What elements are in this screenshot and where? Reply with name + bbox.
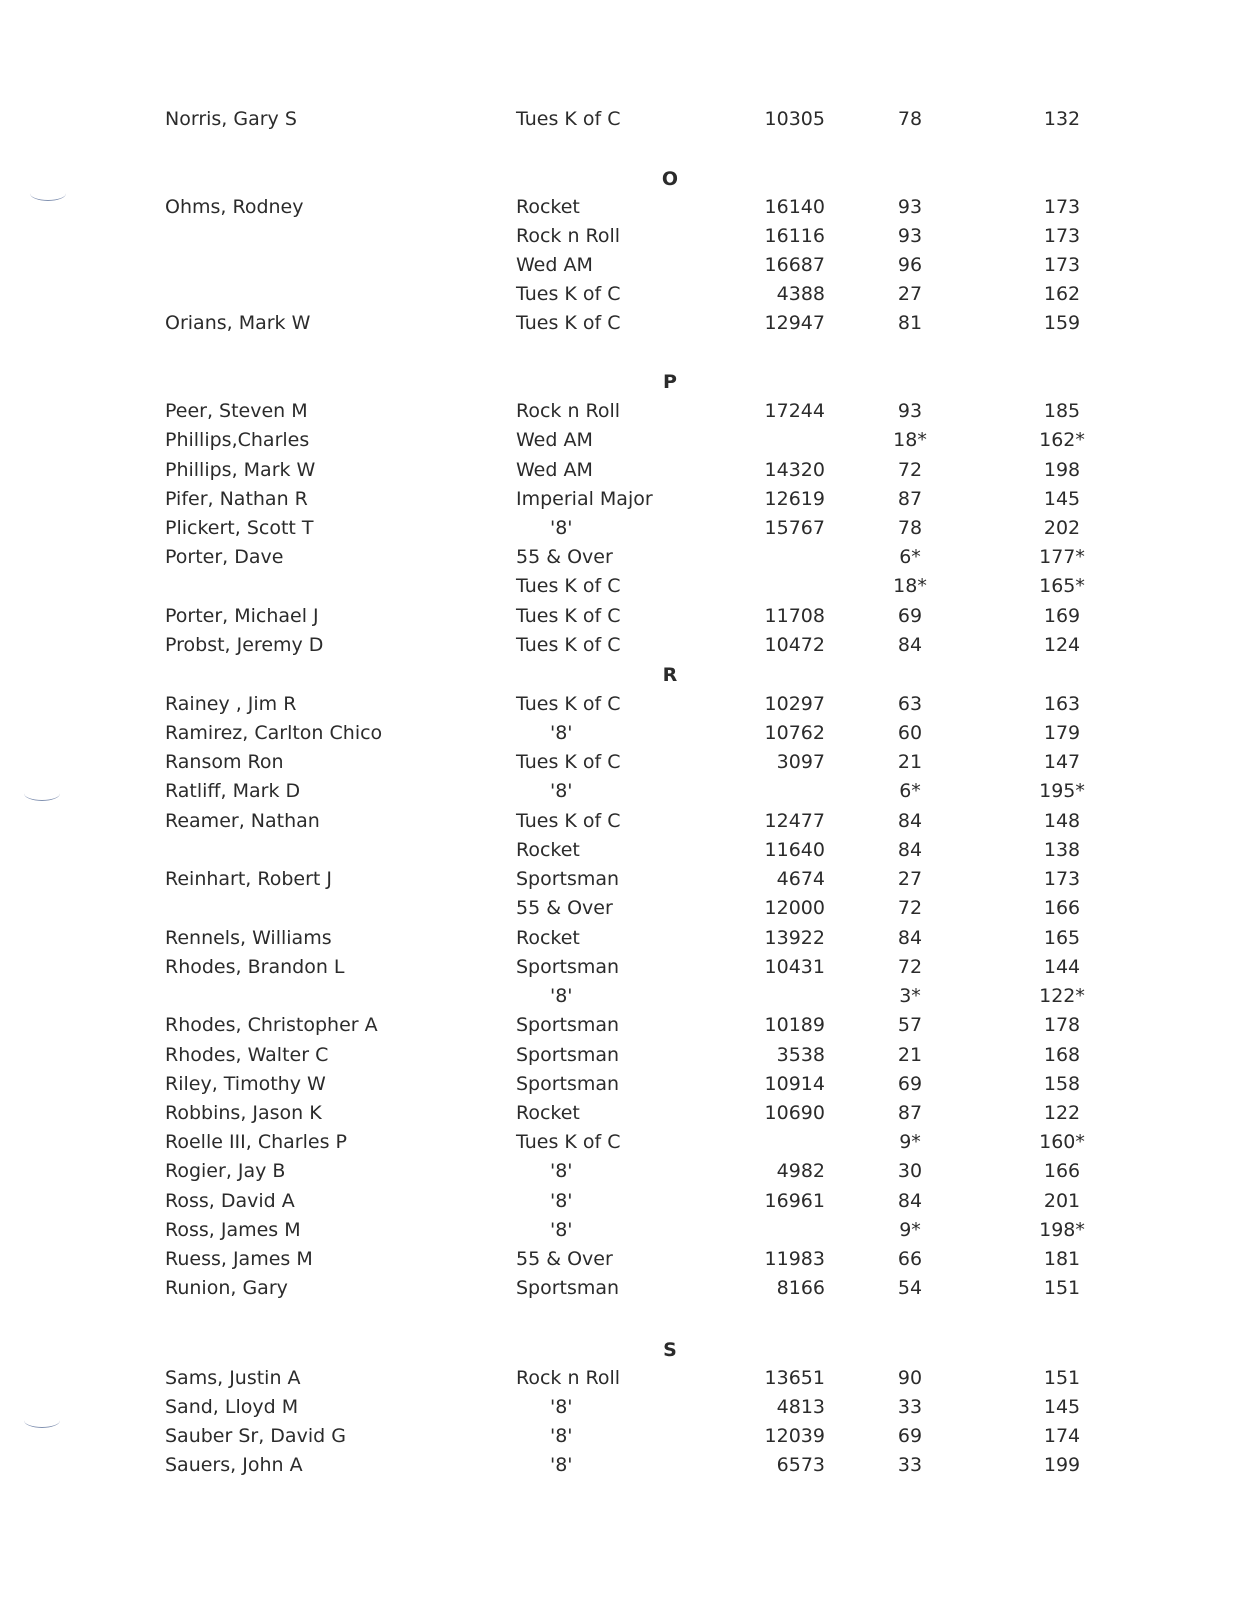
league-name: '8' — [550, 1190, 573, 1212]
bowler-row — [0, 571, 1245, 601]
games-count: 33 — [897, 1454, 923, 1476]
bowler-average: 179 — [1043, 722, 1081, 744]
total-pins: 10914 — [764, 1073, 825, 1095]
bowler-average: 195* — [1039, 780, 1085, 802]
bowler-average: 177* — [1039, 546, 1085, 568]
league-name: Sportsman — [516, 1277, 620, 1299]
punch-hole-mark — [30, 186, 66, 201]
league-name: Tues K of C — [516, 312, 621, 334]
bowler-name: Rennels, Williams — [165, 927, 332, 949]
games-count: 93 — [897, 196, 923, 218]
total-pins: 16687 — [764, 254, 825, 276]
bowler-row — [0, 776, 1245, 806]
bowler-row — [0, 835, 1245, 865]
total-pins: 4813 — [776, 1396, 825, 1418]
bowler-row — [0, 1392, 1245, 1422]
bowler-average: 122 — [1043, 1102, 1081, 1124]
bowler-name: Pifer, Nathan R — [165, 488, 308, 510]
total-pins: 3097 — [776, 751, 825, 773]
bowler-row — [0, 630, 1245, 660]
bowler-average: 145 — [1043, 488, 1081, 510]
bowler-average: 173 — [1043, 254, 1081, 276]
bowler-average: 173 — [1043, 225, 1081, 247]
bowler-name: Probst, Jeremy D — [165, 634, 324, 656]
league-name: Rocket — [516, 196, 580, 218]
games-count: 60 — [897, 722, 923, 744]
bowler-average: 166 — [1043, 897, 1081, 919]
total-pins: 15767 — [764, 517, 825, 539]
games-count: 84 — [897, 634, 923, 656]
games-count: 72 — [897, 956, 923, 978]
bowler-average: 173 — [1043, 196, 1081, 218]
bowler-name: Orians, Mark W — [165, 312, 311, 334]
league-name: Imperial Major — [516, 488, 653, 510]
games-count: 6* — [899, 546, 921, 568]
bowler-name: Sauber Sr, David G — [165, 1425, 346, 1447]
total-pins: 4674 — [776, 868, 825, 890]
punch-hole-mark — [24, 786, 60, 801]
bowler-row — [0, 455, 1245, 485]
games-count: 3* — [899, 985, 921, 1007]
bowler-average: 144 — [1043, 956, 1081, 978]
bowler-name: Porter, Michael J — [165, 605, 319, 627]
bowler-row — [0, 484, 1245, 514]
bowler-row — [0, 1215, 1245, 1245]
games-count: 21 — [897, 1044, 923, 1066]
total-pins: 8166 — [776, 1277, 825, 1299]
bowler-average: 162 — [1043, 283, 1081, 305]
bowler-name: Ramirez, Carlton Chico — [165, 722, 383, 744]
games-count: 69 — [897, 605, 923, 627]
bowler-name: Rhodes, Walter C — [165, 1044, 329, 1066]
league-name: '8' — [550, 1219, 573, 1241]
bowler-name: Rhodes, Brandon L — [165, 956, 345, 978]
bowler-row — [0, 396, 1245, 426]
bowler-row — [0, 747, 1245, 777]
bowler-name: Phillips,Charles — [165, 429, 310, 451]
games-count: 87 — [897, 488, 923, 510]
total-pins: 16116 — [764, 225, 825, 247]
total-pins: 12000 — [764, 897, 825, 919]
bowler-average: 147 — [1043, 751, 1081, 773]
bowler-average: 158 — [1043, 1073, 1081, 1095]
games-count: 84 — [897, 927, 923, 949]
bowler-average: 185 — [1043, 400, 1081, 422]
bowler-name: Norris, Gary S — [165, 108, 297, 130]
league-name: Tues K of C — [516, 575, 621, 597]
bowler-name: Ruess, James M — [165, 1248, 313, 1270]
bowler-average: 202 — [1043, 517, 1081, 539]
league-name: Wed AM — [516, 459, 593, 481]
league-name: Tues K of C — [516, 810, 621, 832]
games-count: 78 — [897, 517, 923, 539]
games-count: 9* — [899, 1131, 921, 1153]
bowler-average: 166 — [1043, 1160, 1081, 1182]
league-name: Rocket — [516, 927, 580, 949]
bowler-average: 165 — [1043, 927, 1081, 949]
bowler-row — [0, 601, 1245, 631]
bowler-name: Rainey , Jim R — [165, 693, 297, 715]
bowler-average: 199 — [1043, 1454, 1081, 1476]
total-pins: 11983 — [764, 1248, 825, 1270]
section-letter-header: R — [662, 664, 678, 686]
league-name: Sportsman — [516, 1073, 620, 1095]
bowler-name: Ransom Ron — [165, 751, 284, 773]
bowler-row — [0, 308, 1245, 338]
league-name: 55 & Over — [516, 546, 613, 568]
bowler-average: 169 — [1043, 605, 1081, 627]
bowler-name: Ratliff, Mark D — [165, 780, 301, 802]
games-count: 72 — [897, 459, 923, 481]
bowler-row — [0, 1186, 1245, 1216]
bowler-name: Sand, Lloyd M — [165, 1396, 299, 1418]
bowler-average: 151 — [1043, 1277, 1081, 1299]
league-name: Tues K of C — [516, 751, 621, 773]
games-count: 93 — [897, 225, 923, 247]
total-pins: 10431 — [764, 956, 825, 978]
games-count: 54 — [897, 1277, 923, 1299]
total-pins: 6573 — [776, 1454, 825, 1476]
bowler-row — [0, 104, 1245, 134]
bowler-name: Ohms, Rodney — [165, 196, 304, 218]
bowler-row — [0, 806, 1245, 836]
games-count: 69 — [897, 1425, 923, 1447]
bowler-name: Runion, Gary — [165, 1277, 288, 1299]
bowler-average: 122* — [1039, 985, 1085, 1007]
bowler-average: 165* — [1039, 575, 1085, 597]
total-pins: 4388 — [776, 283, 825, 305]
league-name: Tues K of C — [516, 634, 621, 656]
bowler-row — [0, 279, 1245, 309]
league-name: '8' — [550, 1454, 573, 1476]
league-name: Sportsman — [516, 1044, 620, 1066]
league-name: Tues K of C — [516, 1131, 621, 1153]
league-name: Rock n Roll — [516, 225, 621, 247]
total-pins: 14320 — [764, 459, 825, 481]
bowler-row — [0, 1273, 1245, 1303]
games-count: 57 — [897, 1014, 923, 1036]
bowler-row — [0, 1040, 1245, 1070]
league-name: 55 & Over — [516, 1248, 613, 1270]
bowler-name: Sams, Justin A — [165, 1367, 301, 1389]
total-pins: 17244 — [764, 400, 825, 422]
bowler-name: Phillips, Mark W — [165, 459, 316, 481]
bowler-row — [0, 1069, 1245, 1099]
games-count: 90 — [897, 1367, 923, 1389]
league-name: '8' — [550, 517, 573, 539]
league-name: Wed AM — [516, 254, 593, 276]
league-name: '8' — [550, 780, 573, 802]
league-name: Rocket — [516, 1102, 580, 1124]
bowler-name: Robbins, Jason K — [165, 1102, 322, 1124]
bowler-average: 124 — [1043, 634, 1081, 656]
bowler-average: 174 — [1043, 1425, 1081, 1447]
bowler-name: Roelle III, Charles P — [165, 1131, 347, 1153]
league-name: Sportsman — [516, 868, 620, 890]
bowler-row — [0, 1450, 1245, 1480]
games-count: 69 — [897, 1073, 923, 1095]
total-pins: 10305 — [764, 108, 825, 130]
games-count: 84 — [897, 839, 923, 861]
league-name: 55 & Over — [516, 897, 613, 919]
total-pins: 10189 — [764, 1014, 825, 1036]
total-pins: 11708 — [764, 605, 825, 627]
games-count: 18* — [893, 575, 927, 597]
bowler-row — [0, 864, 1245, 894]
section-letter-header: S — [663, 1339, 677, 1361]
bowler-average: 173 — [1043, 868, 1081, 890]
total-pins: 16961 — [764, 1190, 825, 1212]
total-pins: 10472 — [764, 634, 825, 656]
total-pins: 10690 — [764, 1102, 825, 1124]
bowler-row — [0, 718, 1245, 748]
league-name: Rock n Roll — [516, 1367, 621, 1389]
bowler-average: 201 — [1043, 1190, 1081, 1212]
bowler-row — [0, 1156, 1245, 1186]
games-count: 6* — [899, 780, 921, 802]
bowler-name: Ross, David A — [165, 1190, 295, 1212]
bowler-name: Sauers, John A — [165, 1454, 303, 1476]
bowler-name: Rhodes, Christopher A — [165, 1014, 378, 1036]
league-name: Rocket — [516, 839, 580, 861]
league-name: Tues K of C — [516, 605, 621, 627]
league-name: '8' — [550, 1425, 573, 1447]
bowler-row — [0, 250, 1245, 280]
bowler-row — [0, 952, 1245, 982]
games-count: 81 — [897, 312, 923, 334]
games-count: 87 — [897, 1102, 923, 1124]
bowler-average: 162* — [1039, 429, 1085, 451]
games-count: 84 — [897, 1190, 923, 1212]
bowler-name: Reinhart, Robert J — [165, 868, 333, 890]
bowler-average: 181 — [1043, 1248, 1081, 1270]
games-count: 30 — [897, 1160, 923, 1182]
bowler-average: 132 — [1043, 108, 1081, 130]
league-name: '8' — [550, 985, 573, 1007]
total-pins: 12477 — [764, 810, 825, 832]
bowler-name: Riley, Timothy W — [165, 1073, 326, 1095]
games-count: 93 — [897, 400, 923, 422]
bowler-name: Porter, Dave — [165, 546, 284, 568]
league-name: Sportsman — [516, 1014, 620, 1036]
league-name: Tues K of C — [516, 693, 621, 715]
bowler-average: 160* — [1039, 1131, 1085, 1153]
bowler-name: Reamer, Nathan — [165, 810, 320, 832]
games-count: 66 — [897, 1248, 923, 1270]
bowler-average: 178 — [1043, 1014, 1081, 1036]
bowler-name: Peer, Steven M — [165, 400, 308, 422]
bowler-average: 163 — [1043, 693, 1081, 715]
bowler-row — [0, 1127, 1245, 1157]
games-count: 63 — [897, 693, 923, 715]
total-pins: 13922 — [764, 927, 825, 949]
bowler-average: 198* — [1039, 1219, 1085, 1241]
league-name: Rock n Roll — [516, 400, 621, 422]
total-pins: 3538 — [776, 1044, 825, 1066]
games-count: 96 — [897, 254, 923, 276]
league-name: '8' — [550, 1160, 573, 1182]
section-letter-header: P — [663, 371, 677, 393]
games-count: 21 — [897, 751, 923, 773]
bowler-row — [0, 513, 1245, 543]
bowler-name: Ross, James M — [165, 1219, 301, 1241]
bowler-average: 168 — [1043, 1044, 1081, 1066]
bowler-average: 145 — [1043, 1396, 1081, 1418]
bowler-average: 148 — [1043, 810, 1081, 832]
league-name: Sportsman — [516, 956, 620, 978]
bowler-average: 159 — [1043, 312, 1081, 334]
bowler-row — [0, 192, 1245, 222]
bowler-row — [0, 981, 1245, 1011]
bowler-row — [0, 542, 1245, 572]
bowler-row — [0, 1421, 1245, 1451]
bowler-row — [0, 221, 1245, 251]
bowler-average: 138 — [1043, 839, 1081, 861]
bowler-average: 198 — [1043, 459, 1081, 481]
total-pins: 4982 — [776, 1160, 825, 1182]
bowler-row — [0, 425, 1245, 455]
bowler-row — [0, 1363, 1245, 1393]
league-name: Wed AM — [516, 429, 593, 451]
league-name: Tues K of C — [516, 283, 621, 305]
total-pins: 11640 — [764, 839, 825, 861]
games-count: 72 — [897, 897, 923, 919]
bowler-row — [0, 1244, 1245, 1274]
league-name: '8' — [550, 1396, 573, 1418]
games-count: 27 — [897, 868, 923, 890]
games-count: 9* — [899, 1219, 921, 1241]
games-count: 84 — [897, 810, 923, 832]
bowler-average: 151 — [1043, 1367, 1081, 1389]
bowler-row — [0, 689, 1245, 719]
bowler-name: Plickert, Scott T — [165, 517, 314, 539]
league-name: '8' — [550, 722, 573, 744]
total-pins: 12947 — [764, 312, 825, 334]
bowler-name: Rogier, Jay B — [165, 1160, 286, 1182]
games-count: 27 — [897, 283, 923, 305]
games-count: 18* — [893, 429, 927, 451]
games-count: 78 — [897, 108, 923, 130]
bowler-row — [0, 1098, 1245, 1128]
total-pins: 12039 — [764, 1425, 825, 1447]
punch-hole-mark — [24, 1413, 60, 1428]
total-pins: 10762 — [764, 722, 825, 744]
games-count: 33 — [897, 1396, 923, 1418]
bowler-row — [0, 893, 1245, 923]
total-pins: 10297 — [764, 693, 825, 715]
league-name: Tues K of C — [516, 108, 621, 130]
section-letter-header: O — [661, 168, 679, 190]
total-pins: 16140 — [764, 196, 825, 218]
bowler-row — [0, 1010, 1245, 1040]
total-pins: 12619 — [764, 488, 825, 510]
bowler-row — [0, 923, 1245, 953]
total-pins: 13651 — [764, 1367, 825, 1389]
